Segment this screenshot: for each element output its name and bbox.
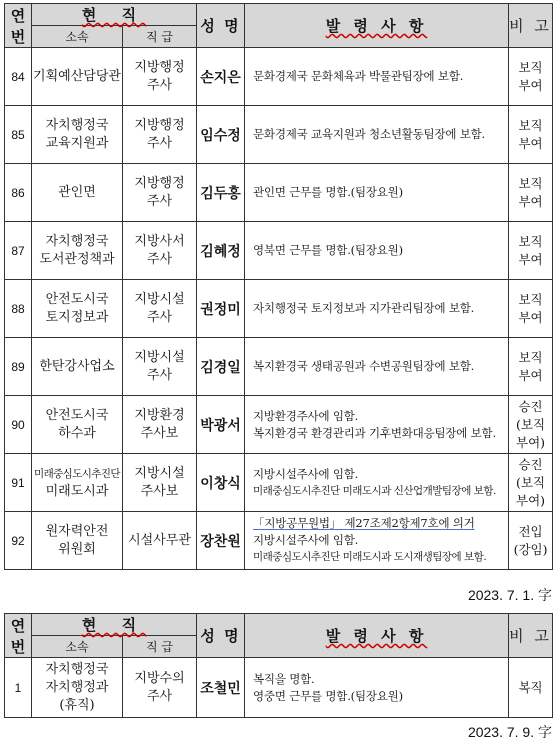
appointment-table-1 — [4, 3, 553, 570]
table-row — [5, 512, 553, 570]
dept-cell-line: 자치행정국 — [45, 661, 109, 677]
header-rank: 직 급 — [123, 636, 197, 658]
table-row — [5, 658, 553, 718]
rank-cell-line: 지방행정 — [134, 175, 185, 191]
note-cell — [509, 48, 553, 106]
rank-cell-line: 주사 — [146, 193, 173, 209]
note-cell-line: 보직 — [518, 175, 543, 191]
table-row — [5, 164, 553, 222]
table-row — [5, 454, 553, 512]
order-cell — [245, 454, 509, 512]
row-number: 90 — [5, 396, 32, 454]
rank-cell-line: 지방시설 — [134, 291, 185, 307]
rank-cell — [123, 454, 197, 512]
dept-cell-line: 토지정보과 — [45, 309, 109, 325]
order-cell — [245, 658, 509, 718]
rank-cell-line: 주사보 — [140, 425, 179, 441]
table-row — [5, 396, 553, 454]
dept-cell — [32, 48, 123, 106]
order-cell-line: 복지환경국 생태공원과 수변공원팀장에 보함. — [253, 359, 475, 373]
name-cell: 김두홍 — [197, 164, 245, 222]
dept-cell — [32, 454, 123, 512]
note-cell-line: 부여) — [516, 434, 546, 450]
rank-cell-line: 주사 — [146, 251, 173, 267]
note-cell-line: 부여 — [518, 77, 543, 93]
order-cell — [245, 512, 509, 570]
header-current: 현 직 — [32, 4, 197, 26]
rank-cell-line: 지방행정 — [134, 59, 185, 75]
table-row — [5, 48, 553, 106]
header-name: 성 명 — [197, 4, 245, 48]
order-cell — [245, 338, 509, 396]
table-row — [5, 338, 553, 396]
order-cell-line: 미래중심도시추진단 미래도시과 도시재생팀장에 보함. — [253, 551, 487, 563]
name-cell: 임수정 — [197, 106, 245, 164]
rank-cell-line: 시설사무관 — [128, 532, 191, 548]
note-cell-line: 부여) — [516, 492, 546, 508]
order-cell — [245, 106, 509, 164]
row-number: 91 — [5, 454, 32, 512]
dept-cell — [32, 658, 123, 718]
rank-cell-line: 주사 — [146, 77, 173, 93]
note-cell-line: 부여 — [518, 251, 543, 267]
note-cell — [509, 396, 553, 454]
name-cell: 조철민 — [197, 658, 245, 718]
rank-cell-line: 지방환경 — [134, 407, 185, 423]
rank-cell-line: 주사보 — [140, 483, 179, 499]
order-cell-line: 복지환경국 환경관리과 기후변화대응팀장에 보함. — [253, 425, 496, 440]
order-cell — [245, 222, 509, 280]
rank-cell-line: 주사 — [146, 309, 173, 325]
header-num: 연 번 — [5, 4, 32, 48]
dept-cell — [32, 512, 123, 570]
note-cell — [509, 658, 553, 718]
name-cell: 박광서 — [197, 396, 245, 454]
date-stamp-2: 2023. 7. 9. 字 — [467, 724, 552, 740]
rank-cell-line: 지방수의 — [134, 670, 185, 686]
name-cell: 김경일 — [197, 338, 245, 396]
header-num: 연 번 — [5, 614, 32, 658]
row-number: 88 — [5, 280, 32, 338]
note-cell-line: 승진 — [518, 456, 543, 472]
dept-cell — [32, 280, 123, 338]
dept-cell-line: (휴직) — [59, 697, 95, 713]
dept-cell-line: 위원회 — [58, 541, 96, 557]
dept-cell-line: 미래중심도시추진단 — [34, 467, 120, 480]
note-cell-line: (보직 — [516, 416, 546, 432]
dept-cell-line: 자치행정국 — [45, 233, 109, 249]
rank-cell — [123, 280, 197, 338]
dept-cell — [32, 338, 123, 396]
rank-cell — [123, 396, 197, 454]
rank-cell — [123, 222, 197, 280]
note-cell-line: 보직 — [518, 349, 543, 365]
dept-cell-line: 안전도시국 — [45, 407, 109, 423]
note-cell-line: 복직 — [518, 679, 543, 695]
order-cell-line: 문화경제국 교육지원과 청소년활동팀장에 보함. — [253, 127, 486, 141]
order-cell-line: 복직을 명함. — [253, 671, 315, 686]
dept-cell-line: 원자력안전 — [45, 523, 109, 539]
order-cell — [245, 280, 509, 338]
header-note: 비 고 — [509, 4, 553, 48]
header-rank: 직 급 — [123, 26, 197, 48]
order-cell — [245, 48, 509, 106]
note-cell-line: 부여 — [518, 135, 543, 151]
note-cell — [509, 280, 553, 338]
dept-cell-line: 교육지원과 — [45, 135, 109, 151]
order-cell-line: 「지방공무원법」 제27조제2항제7호에 의거 — [253, 516, 475, 530]
table-row — [5, 222, 553, 280]
row-number: 87 — [5, 222, 32, 280]
header-current: 현 직 — [32, 614, 197, 636]
name-cell: 권정미 — [197, 280, 245, 338]
name-cell: 이창식 — [197, 454, 245, 512]
order-cell-line: 미래중심도시추진단 미래도시과 신산업개발팀장에 보함. — [253, 484, 496, 497]
rank-cell-line: 주사 — [146, 688, 173, 704]
rank-cell — [123, 164, 197, 222]
note-cell-line: (보직 — [516, 474, 546, 490]
dept-cell-line: 한탄강사업소 — [39, 358, 115, 374]
note-cell-line: (강임) — [513, 541, 548, 557]
note-cell — [509, 338, 553, 396]
rank-cell — [123, 48, 197, 106]
appointment-table-2 — [4, 613, 553, 718]
note-cell — [509, 106, 553, 164]
row-number: 1 — [5, 658, 32, 718]
row-number: 92 — [5, 512, 32, 570]
order-cell-line: 지방환경주사에 임함. — [253, 408, 359, 423]
table-row — [5, 106, 553, 164]
dept-cell-line: 도서관정책과 — [39, 251, 115, 267]
dept-cell — [32, 396, 123, 454]
dept-cell-line: 안전도시국 — [45, 291, 109, 307]
name-cell: 김혜정 — [197, 222, 245, 280]
note-cell-line: 보직 — [518, 59, 543, 75]
table-row — [5, 280, 553, 338]
order-cell — [245, 396, 509, 454]
order-cell-line: 지방시설주사에 임함. — [253, 533, 359, 547]
rank-cell-line: 지방행정 — [134, 117, 185, 133]
note-cell-line: 보직 — [518, 117, 543, 133]
dept-cell-line: 하수과 — [58, 425, 96, 441]
note-cell-line: 부여 — [518, 193, 543, 209]
rank-cell-line: 지방사서 — [134, 233, 185, 249]
dept-cell — [32, 222, 123, 280]
note-cell — [509, 512, 553, 570]
rank-cell — [123, 106, 197, 164]
dept-cell-line: 관인면 — [58, 184, 96, 200]
note-cell-line: 전입 — [518, 523, 543, 539]
note-cell — [509, 222, 553, 280]
note-cell — [509, 164, 553, 222]
order-cell-line: 자치행정국 토지정보과 지가관리팀장에 보함. — [253, 301, 475, 315]
header-note: 비 고 — [509, 614, 553, 658]
header-order: 발 령 사 항 — [245, 4, 509, 48]
order-cell-line: 영중면 근무를 명함.(팀장요원) — [253, 688, 403, 703]
rank-cell-line: 주사 — [146, 367, 173, 383]
note-cell-line: 보직 — [518, 233, 543, 249]
name-cell: 장찬원 — [197, 512, 245, 570]
note-cell-line: 부여 — [518, 309, 543, 325]
row-number: 86 — [5, 164, 32, 222]
row-number: 84 — [5, 48, 32, 106]
row-number: 85 — [5, 106, 32, 164]
header-order: 발 령 사 항 — [245, 614, 509, 658]
dept-cell-line: 미래도시과 — [45, 483, 109, 499]
date-stamp-1: 2023. 7. 1. 字 — [467, 587, 552, 603]
header-dept: 소속 — [32, 636, 123, 658]
rank-cell-line: 지방시설 — [134, 349, 185, 365]
header-name: 성 명 — [197, 614, 245, 658]
rank-cell — [123, 512, 197, 570]
header-dept: 소속 — [32, 26, 123, 48]
order-cell-line: 관인면 근무를 명함.(팀장요원) — [253, 185, 403, 199]
rank-cell-line: 주사 — [146, 135, 173, 151]
dept-cell-line: 자치행정국 — [45, 117, 109, 133]
note-cell-line: 승진 — [518, 398, 543, 414]
note-cell — [509, 454, 553, 512]
note-cell-line: 보직 — [518, 291, 543, 307]
rank-cell — [123, 338, 197, 396]
note-cell-line: 부여 — [518, 367, 543, 383]
rank-cell-line: 지방시설 — [134, 465, 185, 481]
order-cell-line: 문화경제국 문화체육과 박물관팀장에 보함. — [253, 69, 464, 83]
dept-cell-line: 기획예산담당관 — [33, 68, 121, 84]
order-cell-line: 영북면 근무를 명함.(팀장요원) — [253, 243, 403, 257]
rank-cell — [123, 658, 197, 718]
row-number: 89 — [5, 338, 32, 396]
dept-cell-line: 자치행정과 — [45, 679, 109, 695]
name-cell: 손지은 — [197, 48, 245, 106]
order-cell-line: 지방시설주사에 임함. — [253, 466, 359, 481]
dept-cell — [32, 106, 123, 164]
order-cell — [245, 164, 509, 222]
dept-cell — [32, 164, 123, 222]
